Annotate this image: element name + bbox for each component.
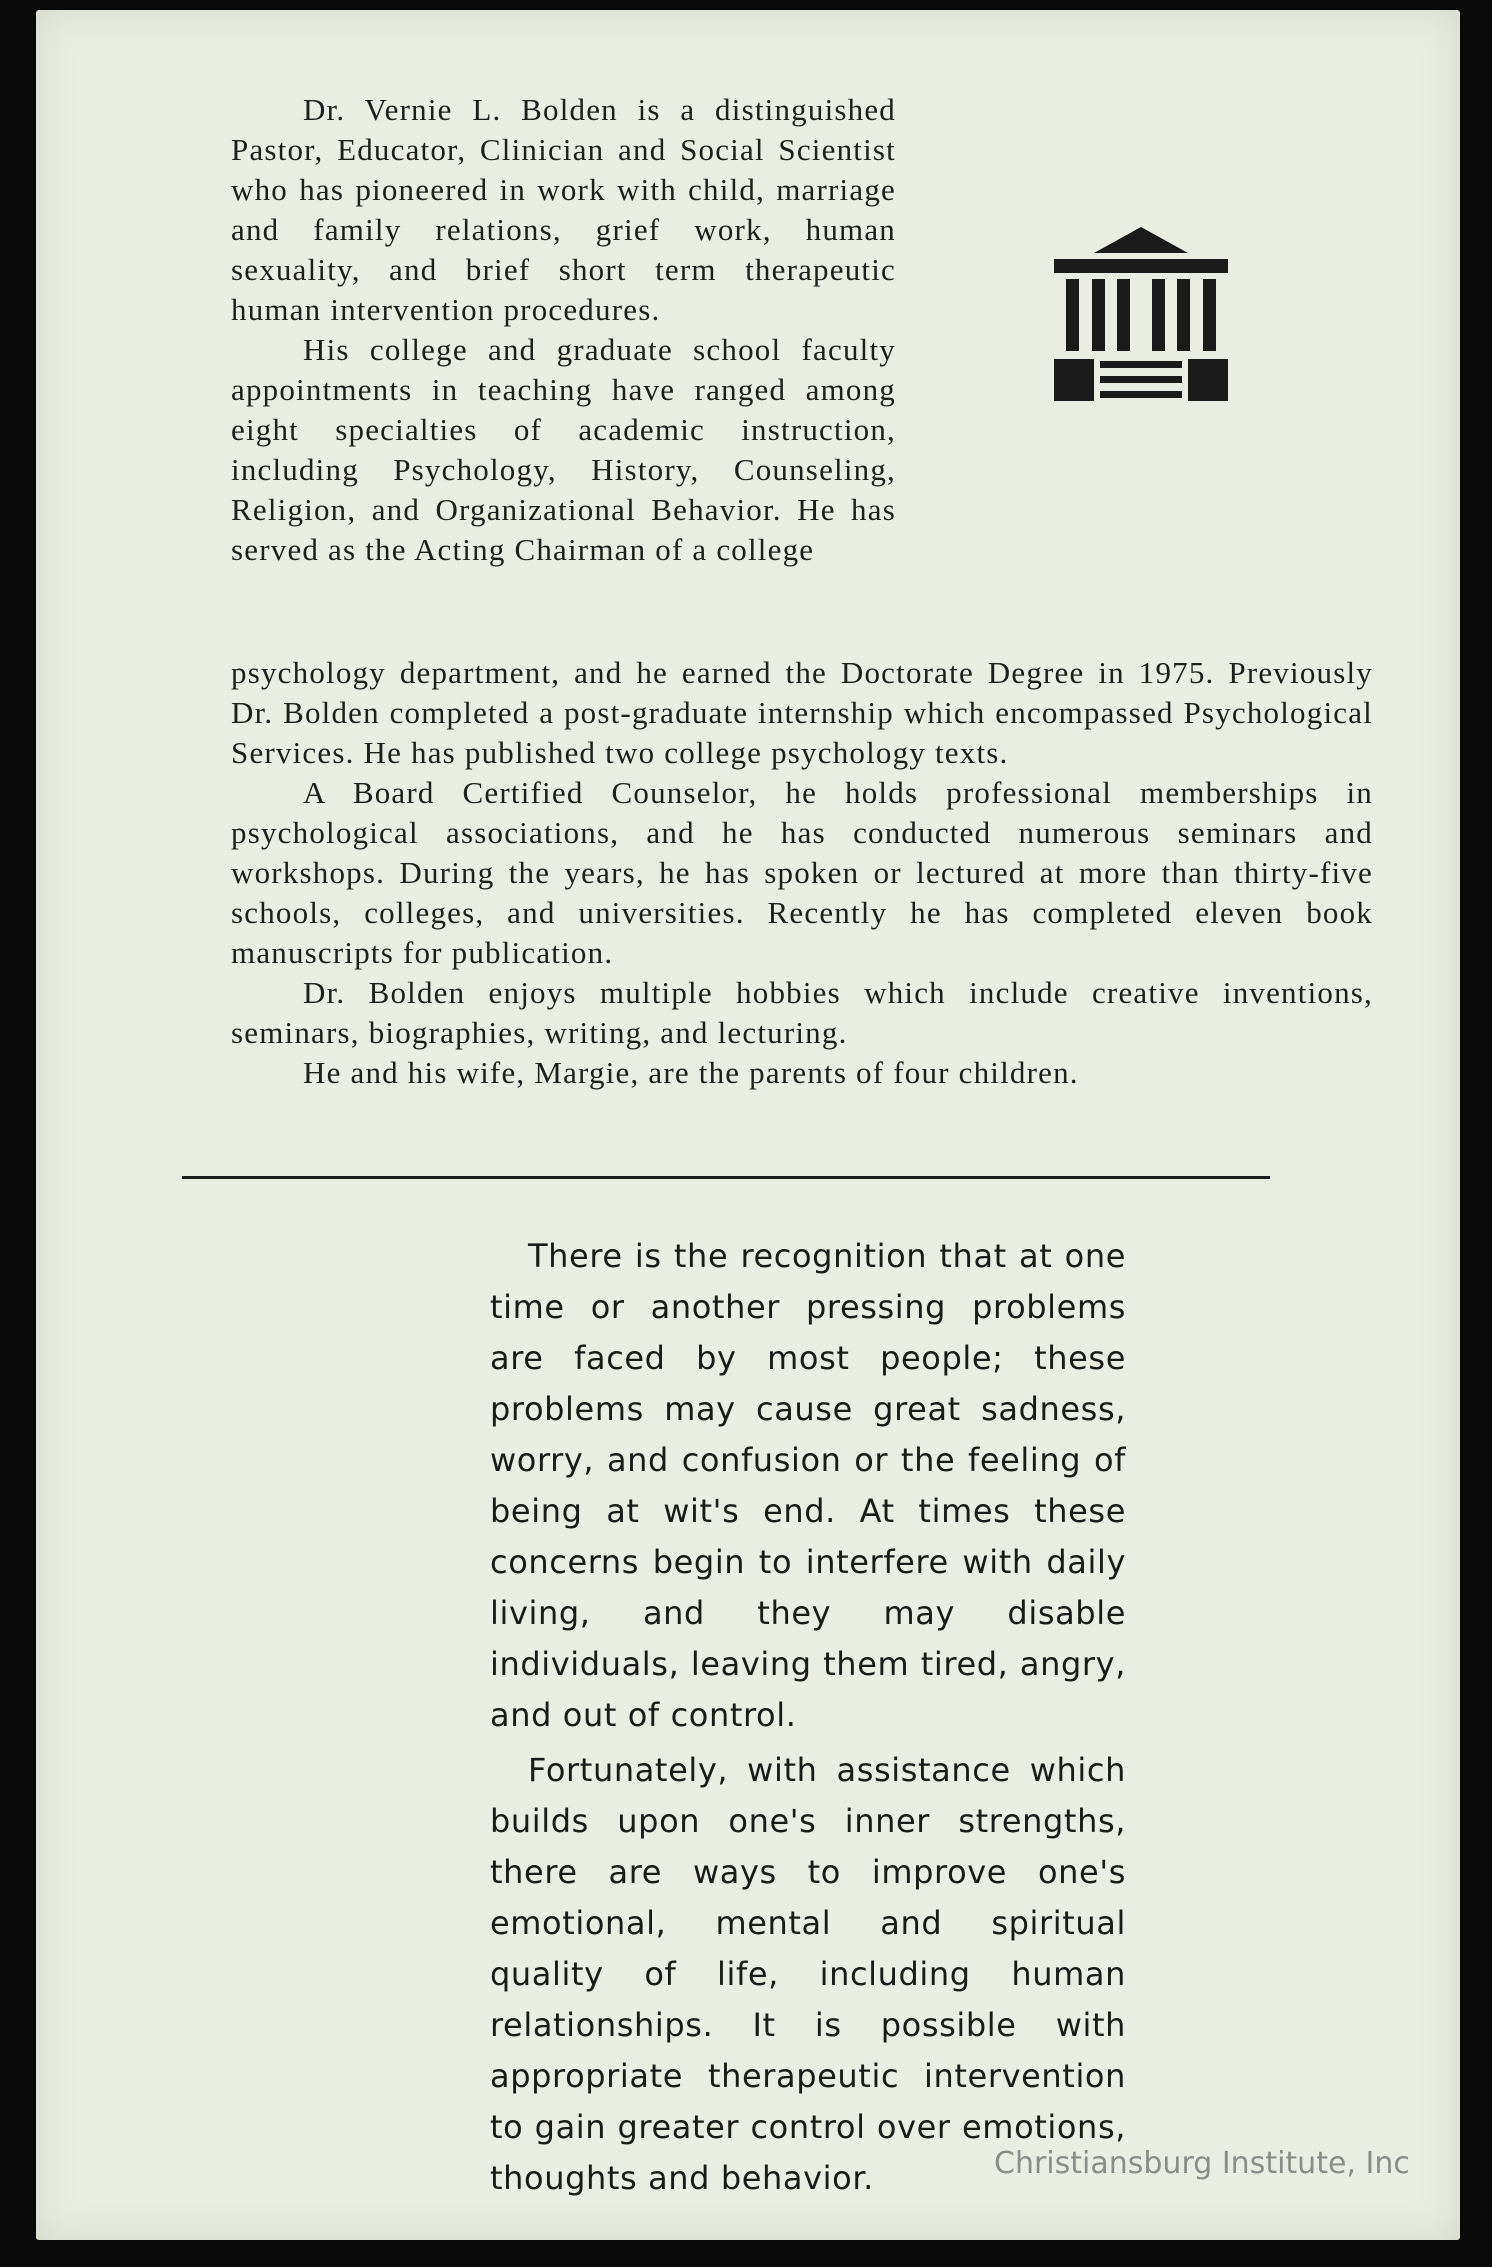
brochure-page [36,10,1460,2240]
bio-paragraph-2: His college and graduate school faculty appointments in teaching have ranged among eight specialties of academic instruction, including Psychology, History, Counseling, Religion, and Organizational Behavior. He has served as the Acting Chairman of a college [231,332,896,567]
bio-column-lower [231,653,1373,1093]
bio-paragraph-3: A Board Certified Counselor, he holds professional memberships in psychological associations, and he has conducted numerous seminars and workshops. During the years, he has spoken or lectured at more than thirty-five schools, colleges, and universities. Recently he has completed eleven book manuscripts for publication. [231,775,1373,970]
intro-text [490,1231,1126,2204]
bio-paragraph-2-continued: psychology department, and he earned the Doctorate Degree in 1975. Previously Dr. Bolden completed a post-graduate internship which encompassed Psychological Services. He has published two college psychology texts. [231,655,1373,770]
bio-paragraph-4: Dr. Bolden enjoys multiple hobbies which include creative inventions, seminars, biographies, writing, and lecturing. [231,975,1373,1050]
bio-column-upper [231,90,896,570]
section-divider [182,1176,1270,1179]
bio-paragraph-5: He and his wife, Margie, are the parents of four children. [303,1055,1079,1090]
bio-paragraph-1: Dr. Vernie L. Bolden is a distinguished Pastor, Educator, Clinician and Social Scientist who has pioneered in work with child, marriage and family relations, grief work, human sexuality, and brief short term therapeutic human intervention procedures. [231,92,896,327]
intro-paragraph-1: There is the recognition that at one time or another pressing problems are faced by most people; these problems may cause great sadness, worry, and confusion or the feeling of being at wit's end. At times these concerns begin to interfere with daily living, and they may disable individuals, leaving them tired, angry, and out of control. [490,1237,1126,1734]
watermark: Christiansburg Institute, Inc [994,2146,1410,2181]
intro-paragraph-2: Fortunately, with assistance which builds upon one's inner strengths, there are ways to improve one's emotional, mental and spiritual quality of life, including human relationships. It is possible with appropriate therapeutic intervention to gain greater control over emotions, thoughts and behavior. [490,1751,1126,2197]
building-icon [1046,225,1236,405]
